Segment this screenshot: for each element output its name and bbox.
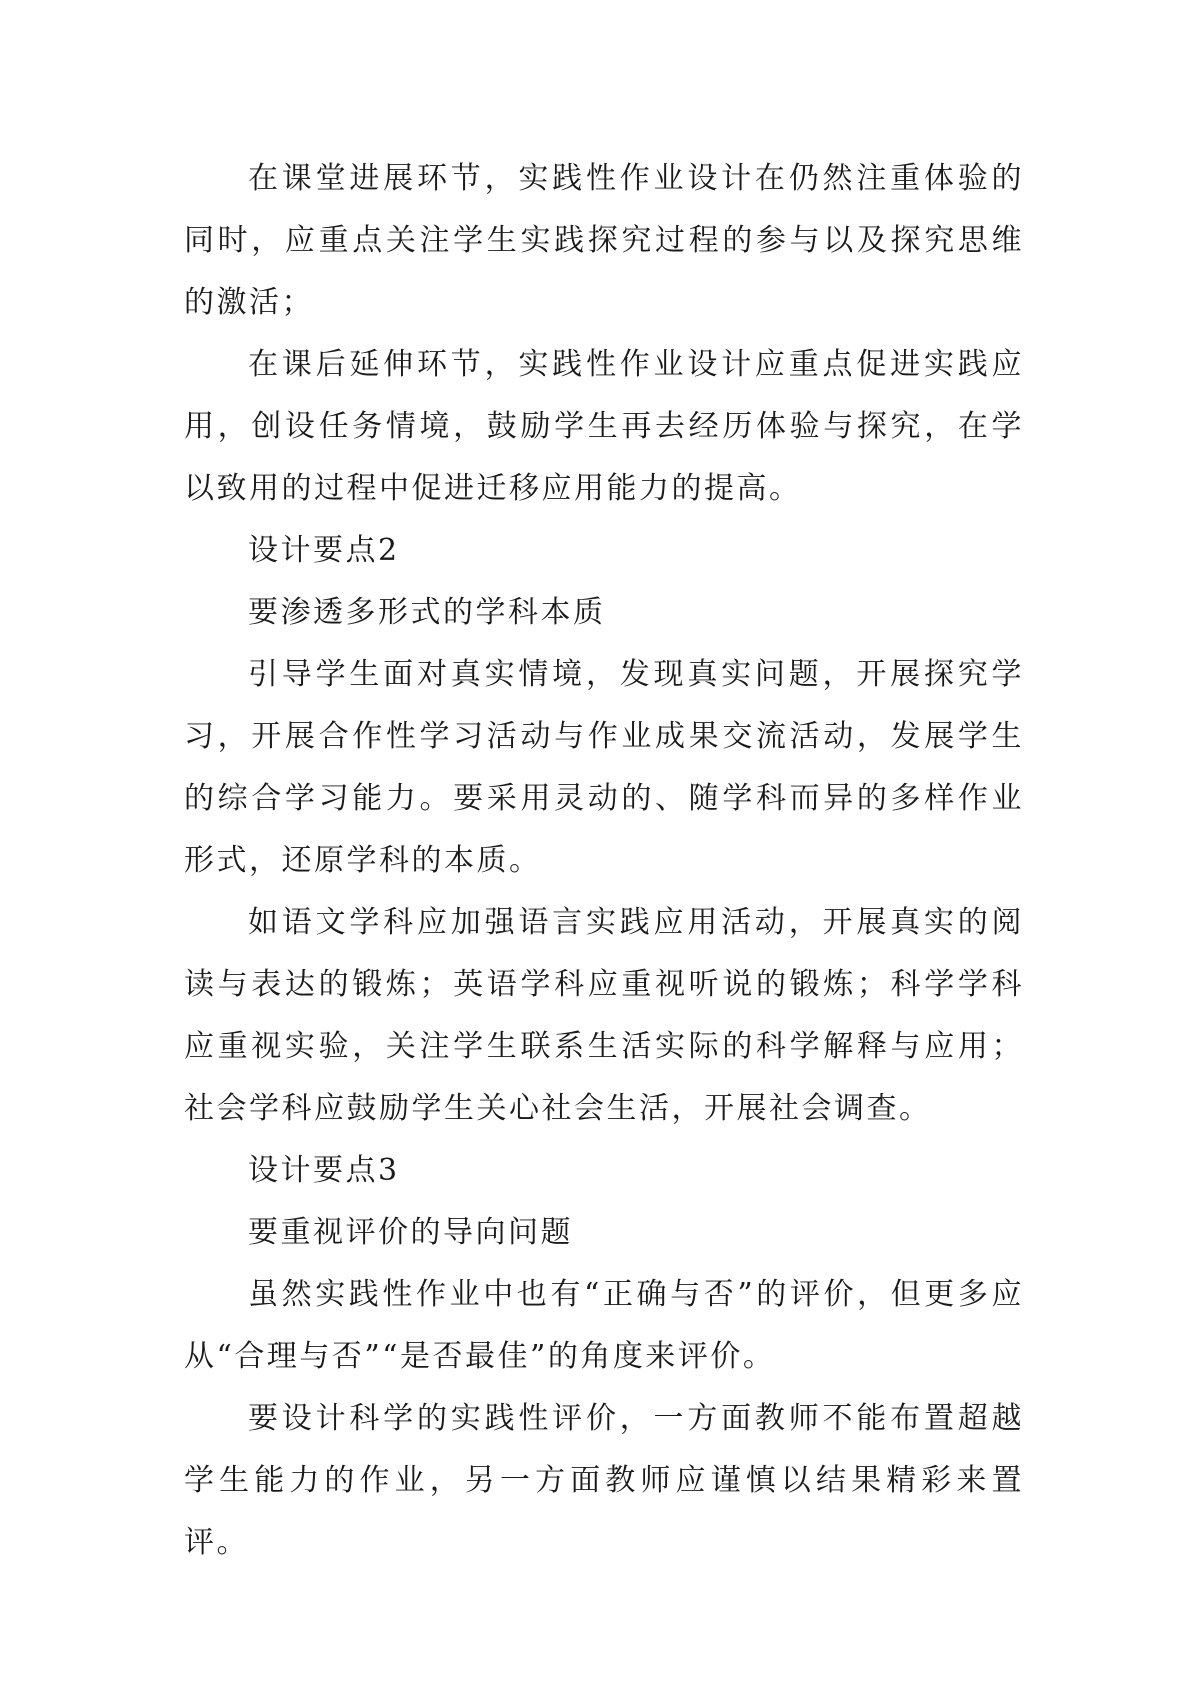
- paragraph-after-class-stage: 在课后延伸环节，实践性作业设计应重点促进实践应用，创设任务情境，鼓励学生再去经历体验与探究，在学以致用的过程中促进迁移应用能力的提高。: [184, 347, 1024, 506]
- paragraph-subject-examples: 如语文学科应加强语言实践应用活动，开展真实的阅读与表达的锻炼；英语学科应重视听说的锻炼；科学学科应重视实验，关注学生联系生活实际的科学解释与应用；社会学科应鼓励学生关心社会生活，开展社会调查。: [184, 905, 1024, 1126]
- subheading-evaluation-guidance: 要重视评价的导向问题: [248, 1215, 573, 1250]
- paragraph-scientific-evaluation: 要设计科学的实践性评价，一方面教师不能布置超越学生能力的作业，另一方面教师应谨慎以结果精彩来置评。: [184, 1401, 1024, 1560]
- paragraph-evaluation-criteria: 虽然实践性作业中也有“正确与否”的评价，但更多应从“合理与否”“是否最佳”的角度来评价。: [184, 1277, 1024, 1374]
- paragraph-in-class-stage: 在课堂进展环节，实践性作业设计在仍然注重体验的同时，应重点关注学生实践探究过程的参与以及探究思维的激活；: [184, 161, 1024, 320]
- paragraph-guide-students: 引导学生面对真实情境，发现真实问题，开展探究学习，开展合作性学习活动与作业成果交流活动，发展学生的综合学习能力。要采用灵动的、随学科而异的多样作业形式，还原学科的本质。: [184, 657, 1024, 878]
- heading-design-point-2: 设计要点2: [248, 533, 400, 568]
- heading-design-point-3: 设计要点3: [248, 1153, 400, 1188]
- document-body: [184, 148, 1024, 1574]
- subheading-subject-essence: 要渗透多形式的学科本质: [248, 595, 606, 630]
